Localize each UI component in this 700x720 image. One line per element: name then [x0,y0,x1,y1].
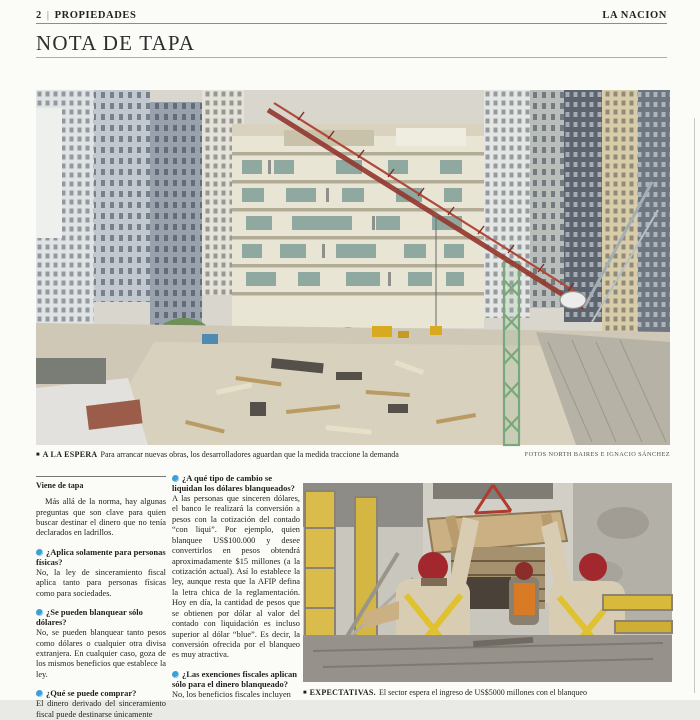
qa-item [36,607,166,680]
question [36,688,166,698]
qa-item [36,547,166,599]
top-caption-row [36,450,670,460]
qa-item [172,473,300,661]
intro-paragraph: Más allá de la norma, hay algunas preguntas que son clave para quien buscar destinar el dinero que no tenía declarados en ladrillos. [36,497,166,538]
caption-text: El sector espera el ingreso de US$5000 millones con el blanqueo [379,688,587,697]
question-text: ¿Aplica solamente para personas físicas? [36,546,166,567]
main-photo [36,90,670,445]
kicker-rule [36,57,667,58]
workers-photo [303,483,672,682]
continuation-label: Viene de tapa [36,476,166,491]
qa-item [36,688,166,720]
answer: No, se pueden blanquear tanto pesos como dólares o cualquier otra divisa extranjera. En cualquier caso, goza de los mismos beneficios que establece la ley. [36,628,166,679]
page-edge-rule [694,118,695,693]
qa-item [172,669,300,700]
floor [303,635,672,682]
question-bullet-icon [172,475,179,482]
answer: No, la ley de sinceramiento fiscal aplica tanto para personas físicas como para sociedades. [36,567,166,598]
question [36,547,166,567]
question-text: ¿A qué tipo de cambio se liquidan los dólares blanqueados? [172,473,295,494]
question [36,607,166,627]
section-name: PROPIEDADES [54,10,137,21]
question-text: ¿Qué se puede comprar? [46,688,137,699]
folio-separator: | [46,10,50,21]
question-bullet-icon [36,609,43,616]
question-text: ¿Se pueden blanquear sólo dólares? [36,607,143,628]
question-text: ¿Las exenciones fiscales aplican sólo para el dinero blanqueado? [172,668,297,689]
article-column-2 [172,473,300,700]
bottom-photo-caption [303,688,672,698]
page-number: 2 [36,10,42,21]
workers-illustration [303,483,672,682]
caption-square-icon: ■ [36,452,40,458]
photo-credit: FOTOS NORTH BAIRES E IGNACIO SÁNCHEZ [524,451,670,458]
question-bullet-icon [36,549,43,556]
caption-square-icon: ■ [303,690,307,696]
article-column-1 [36,476,166,720]
question-bullet-icon [172,671,179,678]
question [172,669,300,689]
header-rule [36,23,667,24]
folio-section [36,10,136,21]
masthead: LA NACION [602,10,667,21]
page-title: NOTA DE TAPA [36,31,196,55]
answer: No, los beneficios fiscales incluyen [172,689,291,699]
page-header [36,6,667,21]
top-photo-caption [36,450,399,460]
answer: El dinero derivado del sinceramiento fiscal puede destinarse únicamente [36,699,166,719]
answer: A las personas que sinceren dólares, el banco le realizará la conversión a pesos con la cotización del contado “con liqui”. Por ejemplo, quien blanquee US$100.000 y desee convertirlos en pesos obtendrá aproximadamente $15 millones (a la cotización actual). Así lo establece la ley, aunque resta que la AFIP defina la letra chica de la reglamentación. Hoy en día, la cantidad de pesos que se obtienen por dólar al valor del contado con liquidación es incluso superior al dólar “blue”. Es decir, la conversión ofrecida por el blanqueo es muy atractiva. [172,494,300,660]
aerial-construction-illustration [36,90,670,445]
tower-crane-mast [504,262,519,445]
crane-logo-sign [560,292,586,309]
caption-text: Para arrancar nuevas obras, los desarrolladores aguardan que la medida traccione la demanda [100,450,399,459]
caption-label: A LA ESPERA [42,450,98,459]
question [172,473,300,493]
caption-label: EXPECTATIVAS. [309,688,376,697]
question-bullet-icon [36,690,43,697]
